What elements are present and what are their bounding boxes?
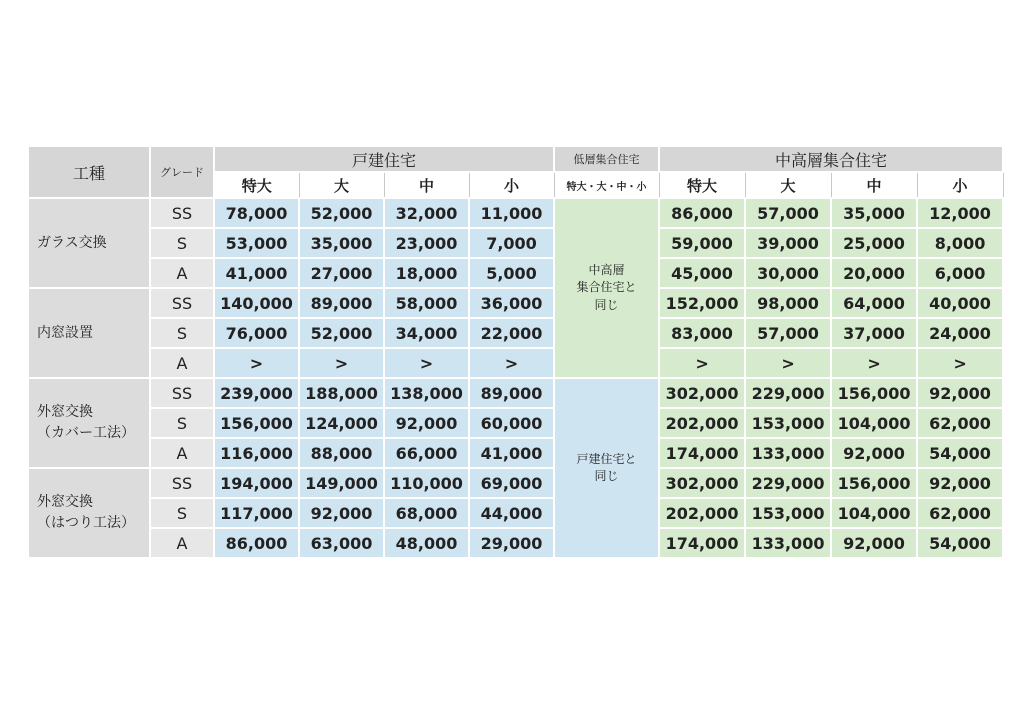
detached-value-cell: 88,000 [299,438,384,468]
midrise-value-cell: 92,000 [917,468,1003,498]
midrise-value-cell: 8,000 [917,228,1003,258]
midrise-value-cell: 153,000 [745,498,831,528]
grade-header: グレード [150,146,214,198]
grade-cell: S [150,498,214,528]
midrise-size-s: 小 [917,172,1003,198]
note-line: 集合住宅と [576,280,637,295]
detached-value-cell: 188,000 [299,378,384,408]
detached-value-cell: 140,000 [214,288,299,318]
midrise-value-cell: 12,000 [917,198,1003,228]
detached-value-cell: 149,000 [299,468,384,498]
table-row [28,348,1003,378]
midrise-value-cell: 98,000 [745,288,831,318]
detached-house-header: 戸建住宅 [214,146,554,172]
detached-value-cell: 36,000 [469,288,554,318]
midrise-value-cell: 302,000 [659,468,745,498]
midrise-value-cell: 6,000 [917,258,1003,288]
detached-value-cell: 156,000 [214,408,299,438]
midrise-value-cell: 174,000 [659,438,745,468]
grade-cell: SS [150,468,214,498]
detached-value-cell: 41,000 [469,438,554,468]
note-line: 中高層 [588,262,625,277]
work-type-method: （はつり工法） [37,515,135,531]
detached-value-cell: 32,000 [384,198,469,228]
midrise-value-cell: 57,000 [745,318,831,348]
detached-value-cell: 89,000 [299,288,384,318]
detached-value-cell: > [299,348,384,378]
midrise-value-cell: 86,000 [659,198,745,228]
lowrise-note-same-as-midrise [554,198,659,378]
detached-value-cell: 60,000 [469,408,554,438]
midrise-value-cell: 35,000 [831,198,917,228]
midrise-size-m: 中 [831,172,917,198]
midrise-value-cell: 39,000 [745,228,831,258]
detached-size-l: 大 [299,172,384,198]
table-row [28,198,1003,228]
work-type-name: ガラス交換 [37,234,107,251]
midrise-value-cell: 229,000 [745,468,831,498]
detached-value-cell: 116,000 [214,438,299,468]
detached-value-cell: 48,000 [384,528,469,558]
detached-value-cell: 239,000 [214,378,299,408]
midrise-value-cell: 133,000 [745,438,831,468]
detached-value-cell: 68,000 [384,498,469,528]
detached-value-cell: 34,000 [384,318,469,348]
midrise-value-cell: 57,000 [745,198,831,228]
detached-value-cell: > [469,348,554,378]
work-type-method: （カバー工法） [37,425,135,441]
midrise-value-cell: 62,000 [917,498,1003,528]
detached-value-cell: > [384,348,469,378]
subsidy-table [27,145,1004,559]
midrise-size-xl: 特大 [659,172,745,198]
table-row [28,378,1003,408]
table-row [28,258,1003,288]
detached-value-cell: 11,000 [469,198,554,228]
detached-value-cell: 52,000 [299,198,384,228]
midrise-value-cell: 152,000 [659,288,745,318]
midrise-value-cell: 92,000 [831,438,917,468]
detached-value-cell: 5,000 [469,258,554,288]
detached-value-cell: 194,000 [214,468,299,498]
lowrise-header: 低層集合住宅 [554,146,659,172]
detached-value-cell: 124,000 [299,408,384,438]
midrise-value-cell: 156,000 [831,378,917,408]
midrise-value-cell: 202,000 [659,498,745,528]
midrise-value-cell: 37,000 [831,318,917,348]
grade-cell: S [150,228,214,258]
midrise-value-cell: 302,000 [659,378,745,408]
detached-value-cell: 92,000 [299,498,384,528]
midrise-value-cell: > [831,348,917,378]
work-type-cell [28,198,150,288]
midrise-value-cell: > [659,348,745,378]
grade-cell: SS [150,288,214,318]
midrise-value-cell: 62,000 [917,408,1003,438]
work-type-header: 工種 [28,146,150,198]
grade-cell: SS [150,198,214,228]
detached-size-s: 小 [469,172,554,198]
table-row [28,318,1003,348]
midrise-value-cell: 24,000 [917,318,1003,348]
detached-value-cell: 66,000 [384,438,469,468]
work-type-name: 内窓設置 [37,324,93,341]
midrise-value-cell: 64,000 [831,288,917,318]
table-row [28,408,1003,438]
note-line: 同じ [594,469,619,483]
midrise-value-cell: 40,000 [917,288,1003,318]
detached-value-cell: 58,000 [384,288,469,318]
detached-size-xl: 特大 [214,172,299,198]
work-type-cell [28,288,150,378]
midrise-value-cell: 30,000 [745,258,831,288]
grade-cell: A [150,438,214,468]
detached-value-cell: 53,000 [214,228,299,258]
detached-value-cell: 63,000 [299,528,384,558]
detached-value-cell: 41,000 [214,258,299,288]
midrise-value-cell: 83,000 [659,318,745,348]
midrise-value-cell: 92,000 [831,528,917,558]
detached-value-cell: 27,000 [299,258,384,288]
midrise-value-cell: 229,000 [745,378,831,408]
work-type-name: 外窓交換 [37,494,93,510]
midrise-value-cell: 54,000 [917,528,1003,558]
grade-cell: A [150,258,214,288]
detached-value-cell: 44,000 [469,498,554,528]
detached-value-cell: 52,000 [299,318,384,348]
midrise-value-cell: 202,000 [659,408,745,438]
table-row [28,288,1003,318]
table-row [28,528,1003,558]
detached-value-cell: 29,000 [469,528,554,558]
midrise-value-cell: 25,000 [831,228,917,258]
midrise-value-cell: 92,000 [917,378,1003,408]
midrise-value-cell: > [745,348,831,378]
detached-value-cell: 92,000 [384,408,469,438]
grade-cell: A [150,528,214,558]
midrise-value-cell: 153,000 [745,408,831,438]
midrise-value-cell: 45,000 [659,258,745,288]
midrise-header: 中高層集合住宅 [659,146,1003,172]
detached-value-cell: 35,000 [299,228,384,258]
detached-value-cell: 110,000 [384,468,469,498]
detached-value-cell: 78,000 [214,198,299,228]
table-row [28,228,1003,258]
detached-size-m: 中 [384,172,469,198]
lowrise-sizes: 特大・大・中・小 [554,172,659,198]
detached-value-cell: 117,000 [214,498,299,528]
midrise-value-cell: 174,000 [659,528,745,558]
midrise-value-cell: > [917,348,1003,378]
detached-value-cell: 76,000 [214,318,299,348]
grade-cell: SS [150,378,214,408]
detached-value-cell: 22,000 [469,318,554,348]
work-type-cell [28,468,150,558]
midrise-value-cell: 156,000 [831,468,917,498]
work-type-cell [28,378,150,468]
grade-cell: A [150,348,214,378]
detached-value-cell: > [214,348,299,378]
table-row [28,468,1003,498]
detached-value-cell: 138,000 [384,378,469,408]
lowrise-note-same-as-detached [554,378,659,558]
detached-value-cell: 69,000 [469,468,554,498]
grade-cell: S [150,408,214,438]
grade-cell: S [150,318,214,348]
work-type-name: 外窓交換 [37,404,93,420]
midrise-size-l: 大 [745,172,831,198]
detached-value-cell: 86,000 [214,528,299,558]
detached-value-cell: 7,000 [469,228,554,258]
midrise-value-cell: 104,000 [831,498,917,528]
midrise-value-cell: 133,000 [745,528,831,558]
midrise-value-cell: 59,000 [659,228,745,258]
table-row [28,498,1003,528]
midrise-value-cell: 54,000 [917,438,1003,468]
table-row [28,438,1003,468]
detached-value-cell: 18,000 [384,258,469,288]
midrise-value-cell: 104,000 [831,408,917,438]
detached-value-cell: 23,000 [384,228,469,258]
detached-value-cell: 89,000 [469,378,554,408]
note-line: 同じ [594,297,619,312]
note-line: 戸建住宅と [576,451,637,466]
midrise-value-cell: 20,000 [831,258,917,288]
